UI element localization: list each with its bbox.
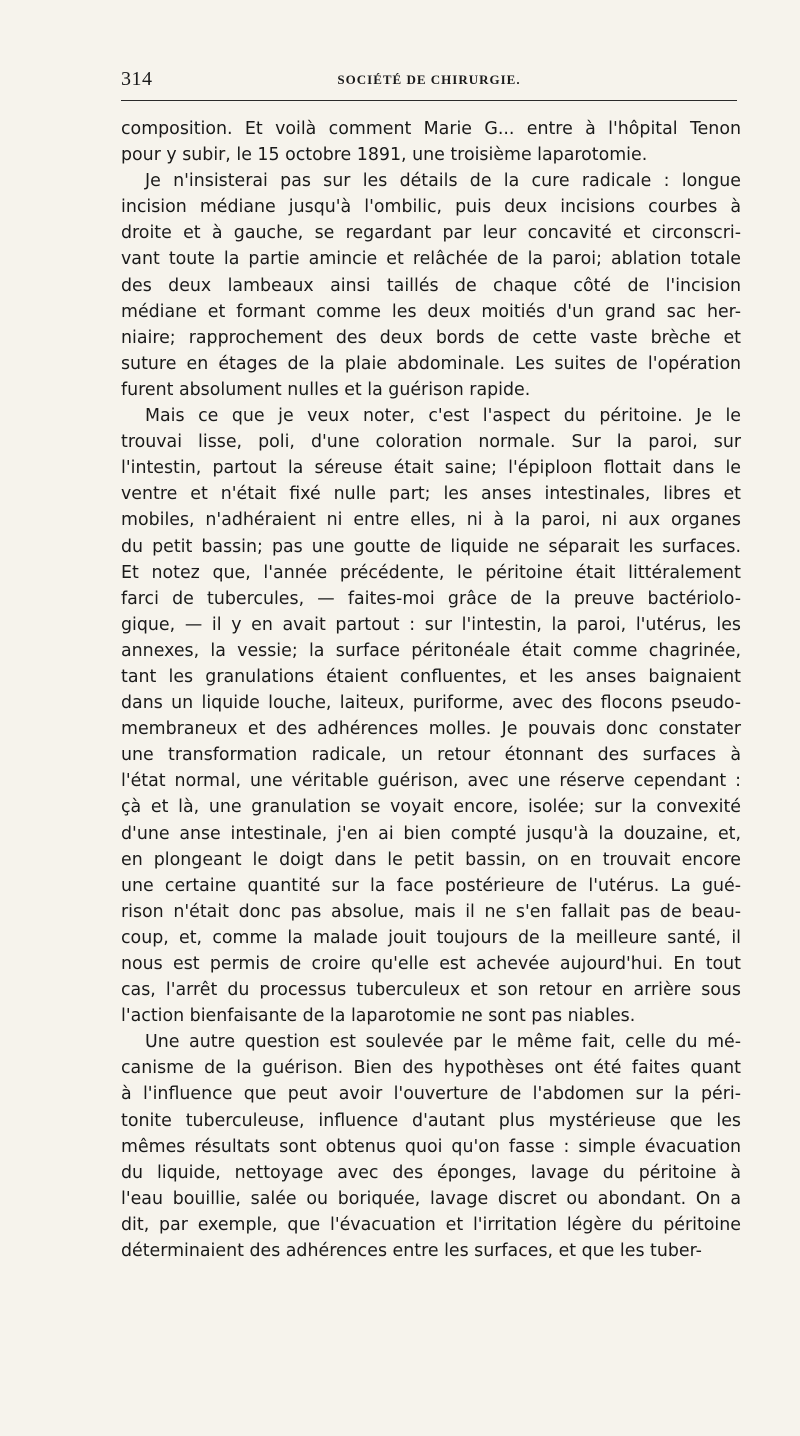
text-line: membraneux et des adhérences molles. Je pouvais donc constater [121,719,741,740]
text-line: une certaine quantité sur la face postérieure de l'utérus. La gué- [121,875,741,896]
text-line: çà et là, une granulation se voyait encore, isolée; sur la convexité [121,797,741,818]
text-line: ventre et n'était fixé nulle part; les anses intestinales, libres et [121,484,741,505]
text-line: annexes, la vessie; la surface péritonéale était comme chagrinée, [121,640,741,661]
text-line: trouvai lisse, poli, d'une coloration normale. Sur la paroi, sur [121,432,741,453]
text-line: furent absolument nulles et la guérison rapide. [121,379,531,400]
text-line: rison n'était donc pas absolue, mais il ne s'en fallait pas de beau- [121,901,741,922]
text-line: Une autre question est soulevée par le même fait, celle du mé- [145,1032,741,1053]
text-line: suture en étages de la plaie abdominale. Les suites de l'opération [121,353,741,374]
text-line: mobiles, n'adhéraient ni entre elles, ni à la paroi, ni aux organes [121,510,741,531]
text-line: cas, l'arrêt du processus tuberculeux et son retour en arrière sous [121,980,741,1001]
text-line: droite et à gauche, se regardant par leur concavité et circonscri- [121,223,741,244]
text-line: incision médiane jusqu'à l'ombilic, puis deux incisions courbes à [121,197,741,218]
text-line: dans un liquide louche, laiteux, puriforme, avec des flocons pseudo- [121,693,741,714]
paragraph [121,403,741,1029]
text-line: farci de tubercules, — faites-moi grâce de la preuve bactériolo- [121,588,741,609]
text-line: nous est permis de croire qu'elle est achevée aujourd'hui. En tout [121,954,741,974]
text-line: une transformation radicale, un retour étonnant des surfaces à [121,745,741,766]
page-number: 314 [121,68,153,90]
text-line: dit, par exemple, que l'évacuation et l'irritation légère du péritoine [121,1214,741,1235]
text-line: l'intestin, partout la séreuse était saine; l'épiploon flottait dans le [121,458,741,479]
text-line: des deux lambeaux ainsi taillés de chaque côté de l'incision [121,275,741,296]
text-line: tant les granulations étaient confluentes, et les anses baignaient [121,666,741,687]
text-line: à l'influence que peut avoir l'ouverture de l'abdomen sur la péri- [121,1084,741,1105]
text-line: d'une anse intestinale, j'en ai bien compté jusqu'à la douzaine, et, [121,823,741,844]
text-line: du petit bassin; pas une goutte de liquide ne séparait les surfaces. [121,536,741,557]
text-line: gique, — il y en avait partout : sur l'intestin, la paroi, l'utérus, les [121,614,741,635]
text-line: l'état normal, une véritable guérison, avec une réserve cependant : [121,771,741,792]
text-line: Et notez que, l'année précédente, le péritoine était littéralement [121,562,741,583]
text-line: Je n'insisterai pas sur les détails de la cure radicale : longue [145,171,741,192]
text-line: pour y subir, le 15 octobre 1891, une troisième laparotomie. [121,145,648,166]
header-rule [121,100,737,101]
paragraph [121,168,741,403]
text-line: l'eau bouillie, salée ou boriquée, lavage discret ou abondant. On a [121,1188,741,1209]
text-line: niaire; rapprochement des deux bords de cette vaste brèche et [121,327,741,348]
text-line: Mais ce que je veux noter, c'est l'aspect du péritoine. Je le [145,406,741,427]
text-line: composition. Et voilà comment Marie G... entre à l'hôpital Tenon [121,119,741,139]
text-line: du liquide, nettoyage avec des éponges, lavage du péritoine à [121,1162,741,1183]
text-line: mêmes résultats sont obtenus quoi qu'on fasse : simple évacuation [121,1136,741,1157]
text-line: médiane et formant comme les deux moitiés d'un grand sac her- [121,301,741,322]
page-header [121,68,737,98]
running-title: SOCIÉTÉ DE CHIRURGIE. [337,72,521,87]
text-line: vant toute la partie amincie et relâchée de la paroi; ablation totale [121,249,741,270]
text-line: en plongeant le doigt dans le petit bassin, on en trouvait encore [121,849,741,870]
text-line: canisme de la guérison. Bien des hypothèses ont été faites quant [121,1058,741,1079]
text-line: coup, et, comme la malade jouit toujours de la meilleure santé, il [121,927,741,948]
paragraph [121,1029,741,1264]
text-line: tonite tuberculeuse, influence d'autant plus mystérieuse que les [121,1110,741,1131]
paragraph [121,116,741,168]
text-line: l'action bienfaisante de la laparotomie ne sont pas niables. [121,1006,636,1027]
text-line: déterminaient des adhérences entre les surfaces, et que les tuber- [121,1241,702,1262]
body-text [121,116,741,1264]
